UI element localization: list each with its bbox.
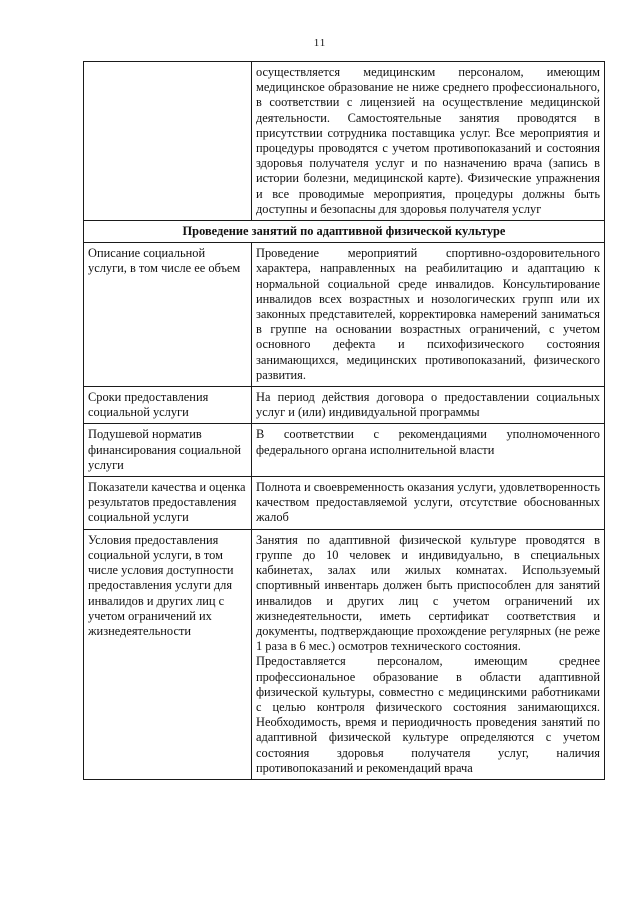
conditions-paragraph-2: Предоставляется персоналом, имеющим среднее профессиональное образование в области адаптивной физической культуры, совместно с медицинскими работниками с целью контроля физического состояния занимающихся. Необходимость, время и периодичность проведения занятий по адаптивной физической культуре определяются с учетом состояния здоровья получателя услуг, наличия противопоказаний и рекомендаций врача (256, 654, 600, 775)
table-row-financing (84, 424, 605, 477)
row-label-empty (84, 62, 252, 221)
row-label-description: Описание социальной услуги, в том числе ее объем (84, 243, 252, 387)
continuation-paragraph: осуществляется медицинским персоналом, имеющим медицинское образование не ниже среднего профессионального, в соответствии с лицензией на осуществление медицинской деятельности. Самостоятельные занятия проводятся в присутствии сотрудника поставщика услуг. Все мероприятия и процедуры проводятся с учетом противопоказаний и состояния здоровья получателя услуг и по назначению врача (запись в истории болезни, медицинской карте). Физические упражнения и все проводимые мероприятия, процедуры должны быть доступны и безопасны для здоровья получателя услуг (256, 65, 600, 216)
row-label-terms: Сроки предоставления социальной услуги (84, 387, 252, 424)
financing-paragraph: В соответствии с рекомендациями уполномоченного федерального органа исполнительной власти (256, 427, 600, 457)
row-content-financing (252, 424, 605, 477)
table-row-conditions (84, 529, 605, 779)
service-standard-table (83, 61, 605, 780)
description-paragraph: Проведение мероприятий спортивно-оздоровительного характера, направленных на реабилитацию и адаптацию к нормальной социальной среде инвалидов. Консультирование инвалидов всех возрастных и нозологических групп или их законных представителей, корректировка намерений заниматься в группе на основании возрастных ограничений, с учетом основного дефекта и психофизического состояния занимающихся, медицинских противопоказаний, физического развития. (256, 246, 600, 382)
row-content-quality (252, 477, 605, 530)
page-number: 11 (313, 37, 327, 49)
row-content-conditions (252, 529, 605, 779)
row-content-continuation (252, 62, 605, 221)
table-row-continuation (84, 62, 605, 221)
conditions-paragraph-1: Занятия по адаптивной физической культуре проводятся в группе до 10 человек и индивидуально, в специальных кабинетах, залах или жилых комнатах. Используемый спортивный инвентарь должен быть приспособлен для занятий инвалидов и других лиц с учетом ограничений их жизнедеятельности, иметь сертификат соответствия и документы, подтверждающие прохождение регулярных (не реже 1 раза в 6 мес.) осмотров технического состояния. (256, 532, 600, 654)
table-row-description (84, 243, 605, 387)
table-row-section-heading (84, 221, 605, 243)
row-content-terms (252, 387, 605, 424)
row-label-conditions: Условия предоставления социальной услуги, в том числе условия доступности предоставления услуги для инвалидов и других лиц с учетом ограничений их жизнедеятельности (84, 529, 252, 779)
quality-paragraph: Полнота и своевременность оказания услуги, удовлетворенность качеством предоставляемой услуги, отсутствие обоснованных жалоб (256, 480, 600, 525)
row-label-financing: Подушевой норматив финансирования социальной услуги (84, 424, 252, 477)
terms-paragraph: На период действия договора о предоставлении социальных услуг и (или) индивидуальной программы (256, 390, 600, 420)
row-content-description (252, 243, 605, 387)
row-label-quality: Показатели качества и оценка результатов предоставления социальной услуги (84, 477, 252, 530)
section-title: Проведение занятий по адаптивной физической культуре (84, 221, 605, 243)
table-row-quality (84, 477, 605, 530)
table-row-terms (84, 387, 605, 424)
